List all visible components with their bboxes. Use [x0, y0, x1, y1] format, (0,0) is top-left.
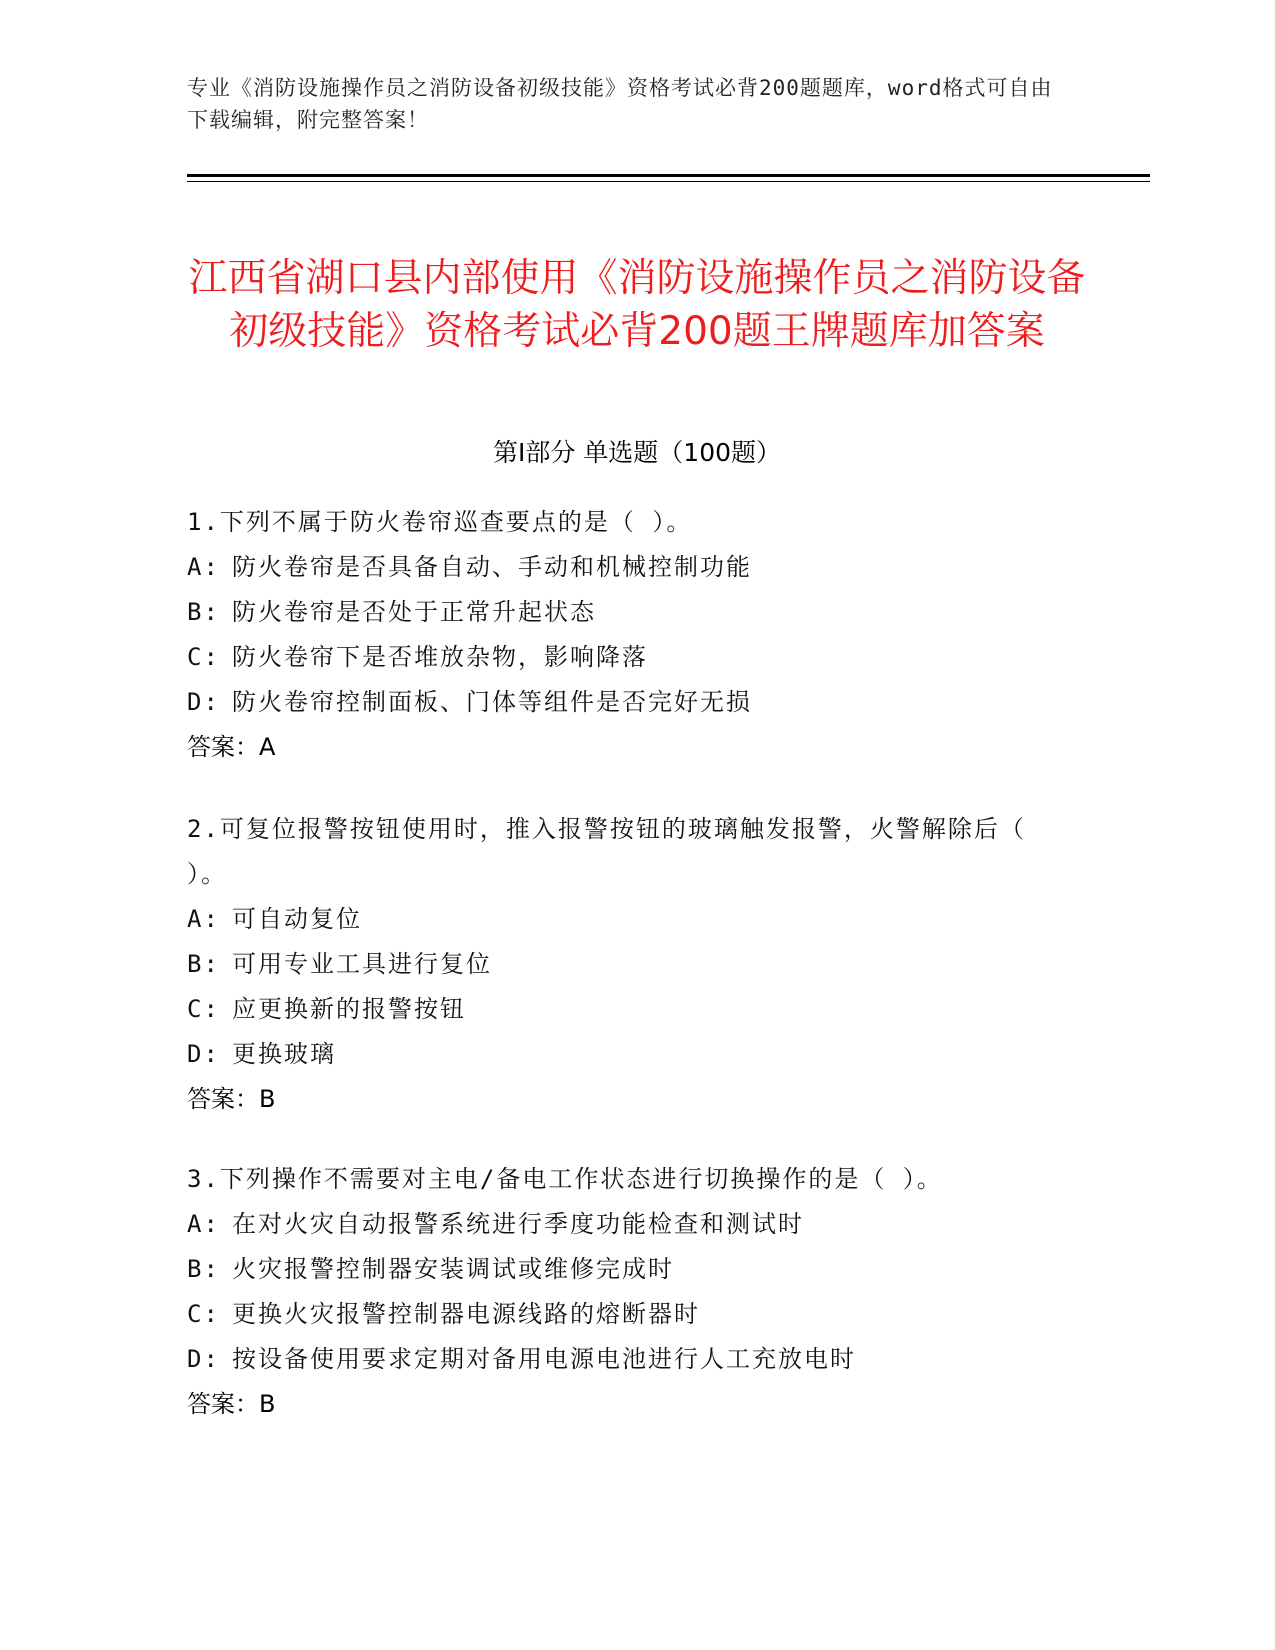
option-d [187, 1337, 1067, 1382]
option-text: 防火卷帘是否处于正常升起状态 [232, 598, 596, 626]
question-3 [187, 1157, 1067, 1427]
option-c [187, 635, 1067, 680]
question-2 [187, 807, 1067, 1122]
option-letter: D: [187, 1345, 220, 1373]
question-stem: 3.下列操作不需要对主电/备电工作状态进行切换操作的是（ ）。 [187, 1165, 943, 1193]
question-stem: 1.下列不属于防火卷帘巡查要点的是（ ）。 [187, 508, 693, 536]
answer: 答案：B [187, 1390, 276, 1418]
option-text: 更换火灾报警控制器电源线路的熔断器时 [232, 1300, 700, 1328]
option-text: 按设备使用要求定期对备用电源电池进行人工充放电时 [232, 1345, 856, 1373]
option-text: 更换玻璃 [232, 1040, 336, 1068]
option-letter: C: [187, 1300, 220, 1328]
option-a [187, 545, 1067, 590]
answer: 答案：B [187, 1085, 276, 1113]
header-note: 专业《消防设施操作员之消防设备初级技能》资格考试必背200题题库，word格式可自由下载编辑，附完整答案！ [187, 76, 1053, 132]
option-a [187, 1202, 1067, 1247]
option-b [187, 1247, 1067, 1292]
option-text: 可用专业工具进行复位 [232, 950, 492, 978]
option-a [187, 897, 1067, 942]
option-letter: B: [187, 950, 220, 978]
document-title: 江西省湖口县内部使用《消防设施操作员之消防设备初级技能》资格考试必背200题王牌题库加答案 [188, 256, 1086, 355]
option-letter: A: [187, 905, 220, 933]
option-letter: A: [187, 553, 220, 581]
option-text: 防火卷帘控制面板、门体等组件是否完好无损 [232, 688, 752, 716]
option-letter: B: [187, 598, 220, 626]
question-1 [187, 500, 1067, 770]
option-text: 火灾报警控制器安装调试或维修完成时 [232, 1255, 674, 1283]
option-text: 防火卷帘是否具备自动、手动和机械控制功能 [232, 553, 752, 581]
option-text: 在对火灾自动报警系统进行季度功能检查和测试时 [232, 1210, 804, 1238]
option-d [187, 680, 1067, 725]
section-title: 第Ⅰ部分 单选题（100题） [492, 438, 782, 467]
option-letter: B: [187, 1255, 220, 1283]
option-d [187, 1032, 1067, 1077]
option-c [187, 1292, 1067, 1337]
option-b [187, 590, 1067, 635]
option-letter: C: [187, 643, 220, 671]
option-b [187, 942, 1067, 987]
option-letter: A: [187, 1210, 220, 1238]
option-text: 防火卷帘下是否堆放杂物，影响降落 [232, 643, 648, 671]
answer: 答案：A [187, 733, 276, 761]
option-letter: C: [187, 995, 220, 1023]
option-letter: D: [187, 1040, 220, 1068]
option-letter: D: [187, 688, 220, 716]
option-c [187, 987, 1067, 1032]
option-text: 应更换新的报警按钮 [232, 995, 466, 1023]
question-stem: 2.可复位报警按钮使用时，推入报警按钮的玻璃触发报警，火警解除后（ ）。 [187, 815, 1026, 888]
header-rule-thick [187, 174, 1150, 177]
option-text: 可自动复位 [232, 905, 362, 933]
header-rule-thin [187, 181, 1150, 182]
